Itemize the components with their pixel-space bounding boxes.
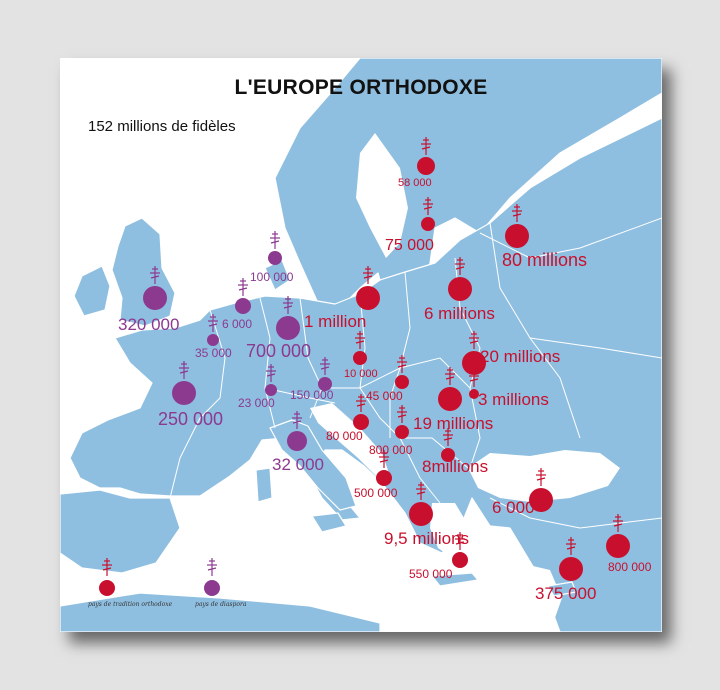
orthodox-cross-icon <box>238 278 248 296</box>
marker-value-label: 75 000 <box>385 237 434 254</box>
marker-value-label: 32 000 <box>272 455 324 474</box>
marker-value-label: 6 millions <box>424 304 495 323</box>
marker-value-label: 9,5 millions <box>384 529 470 548</box>
north-africa <box>60 593 380 632</box>
marker-value-label: 10 000 <box>344 368 378 380</box>
marker-value-label: 700 000 <box>246 341 312 361</box>
marker-value-label: 3 millions <box>478 390 549 409</box>
sardinia <box>256 468 272 502</box>
marker-value-label: 80 millions <box>502 250 588 270</box>
marker-circle <box>276 316 300 340</box>
marker-circle <box>265 384 277 396</box>
marker-circle <box>268 251 282 265</box>
legend-swatch-diaspora <box>204 580 220 596</box>
marker-circle <box>409 502 433 526</box>
marker-value-label: 550 000 <box>409 567 453 581</box>
marker-circle <box>606 534 630 558</box>
map-frame <box>60 58 662 632</box>
marker-circle <box>395 425 409 439</box>
marker-diaspora <box>235 278 251 314</box>
marker-value-label: 1 million <box>304 312 367 331</box>
marker-circle <box>438 387 462 411</box>
iberian-peninsula <box>60 490 180 573</box>
marker-value-label: 100 000 <box>250 270 294 284</box>
map-title: L'EUROPE ORTHODOXE <box>234 76 488 99</box>
marker-value-label: 35 000 <box>195 346 232 360</box>
marker-value-label: 45 000 <box>366 389 403 403</box>
marker-value-label: 20 millions <box>480 347 561 366</box>
marker-circle <box>143 286 167 310</box>
legend-swatch-tradition <box>99 580 115 596</box>
marker-value-label: 80 000 <box>326 429 363 443</box>
legend-label: pays de tradition orthodoxe <box>88 601 173 608</box>
marker-diaspora <box>268 231 282 265</box>
marker-circle <box>172 381 196 405</box>
map-subtitle: 152 millions de fidèles <box>88 118 236 135</box>
orthodox-cross-icon <box>270 231 280 249</box>
marker-circle <box>287 431 307 451</box>
marker-value-label: 800 000 <box>369 443 413 457</box>
marker-value-label: 375 000 <box>535 584 597 603</box>
legend-label: pays de diaspora <box>195 601 247 608</box>
marker-value-label: 6 000 <box>492 498 535 517</box>
great-britain <box>112 218 175 326</box>
marker-circle <box>395 375 409 389</box>
marker-value-label: 320 000 <box>118 315 180 334</box>
marker-circle <box>353 414 369 430</box>
marker-circle <box>356 286 380 310</box>
marker-value-label: 23 000 <box>238 396 275 410</box>
orthodox-cross-icon <box>207 558 217 576</box>
marker-value-label: 58 000 <box>398 177 432 189</box>
marker-value-label: 6 000 <box>222 317 253 331</box>
ireland <box>74 266 110 316</box>
marker-value-label: 150 000 <box>290 388 334 402</box>
marker-circle <box>505 224 529 248</box>
marker-circle <box>353 351 367 365</box>
marker-circle <box>452 552 468 568</box>
marker-circle <box>448 277 472 301</box>
marker-value-label: 500 000 <box>354 486 398 500</box>
marker-circle <box>207 334 219 346</box>
marker-value-label: 800 000 <box>608 560 652 574</box>
marker-value-label: 19 millions <box>413 414 494 433</box>
marker-value-label: 8millions <box>422 457 489 476</box>
europe-map <box>60 58 662 632</box>
marker-circle <box>421 217 435 231</box>
marker-circle <box>417 157 435 175</box>
marker-circle <box>559 557 583 581</box>
land-masses <box>60 58 662 632</box>
marker-value-label: 250 000 <box>158 409 224 429</box>
marker-circle <box>235 298 251 314</box>
marker-circle <box>376 470 392 486</box>
